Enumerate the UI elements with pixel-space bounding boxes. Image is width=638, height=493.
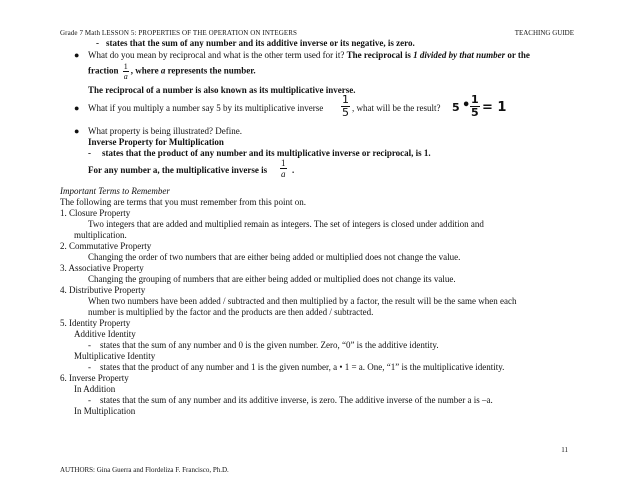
equation-result: = 1: [482, 100, 507, 115]
additive-identity-definition: states that the sum of any number and 0 is the given number. Zero, “0” is the additive identity.: [100, 340, 439, 350]
distributive-line-2: number is multiplied by the factor and the products are then added / subtracted.: [88, 307, 374, 317]
multiply-dot-icon: •: [462, 98, 471, 113]
equation-fraction: $\frac{1}{5}$: [471, 93, 479, 119]
reciprocal-aka: The reciprocal of a number is also known as its multiplicative inverse.: [88, 85, 356, 95]
multiplicative-identity-title: Multiplicative Identity: [74, 351, 156, 361]
commutative-definition: Changing the order of two numbers that are either being added or multiplied does not change the value.: [88, 252, 461, 262]
equation-five: 5: [452, 101, 460, 114]
inverse-title: 6. Inverse Property: [60, 373, 129, 383]
identity-title: 5. Identity Property: [60, 318, 131, 328]
question-property: What property is being illustrated? Define.: [88, 126, 242, 136]
terms-title: Important Terms to Remember: [60, 186, 170, 196]
multiplicative-inverse-statement: For any number a, the multiplicative inverse is: [88, 165, 268, 175]
dash-marker: -: [88, 148, 91, 158]
in-multiplication-title: In Multiplication: [74, 406, 136, 416]
distributive-title: 4. Distributive Property: [60, 285, 146, 295]
dash-marker: -: [88, 395, 91, 405]
fraction-one-over-a: $\frac{1}{a}$: [281, 158, 286, 179]
fraction-one-fifth: $\frac{1}{5}$: [342, 93, 349, 119]
terms-intro: The following are terms that you must remember from this point on.: [60, 197, 306, 207]
associative-definition: Changing the grouping of numbers that are either being added or multiplied does not change its value.: [88, 274, 456, 284]
header-title: Grade 7 Math LESSON 5: PROPERTIES OF THE OPERATION ON INTEGERS: [60, 29, 298, 37]
distributive-line-1: When two numbers have been added / subtracted and then multiplied by a factor, the result will be the same when each: [88, 296, 517, 306]
additive-inverse-line: states that the sum of any number and its additive inverse or its negative, is zero.: [106, 38, 415, 48]
closure-title: 1. Closure Property: [60, 208, 131, 218]
bullet-icon: ●: [74, 50, 80, 60]
bullet-icon: ●: [74, 126, 80, 136]
additive-identity-title: Additive Identity: [74, 329, 136, 339]
in-addition-definition: states that the sum of any number and its additive inverse, is zero. The additive inverse of the number a is –a.: [100, 395, 493, 405]
period: .: [292, 165, 295, 175]
question-reciprocal: What do you mean by reciprocal and what is the other term used for it? The reciprocal is 1 divided by that number or the: [88, 50, 530, 60]
dash-marker: -: [88, 340, 91, 350]
inverse-multiplication-answer: Inverse Property for Multiplication: [88, 137, 224, 147]
page-number: 11: [561, 446, 568, 454]
fraction-one-over-a: $\frac{1}{a}$: [123, 62, 128, 81]
question-multiply-tail: , what will be the result?: [352, 103, 441, 113]
closure-line-1: Two integers that are added and multiplied remain as integers. The set of integers is closed under addition and: [88, 219, 484, 229]
fraction-definition: fraction $\frac{1}{a}$ , where a represents the number.: [88, 62, 256, 81]
commutative-title: 2. Commutative Property: [60, 241, 152, 251]
inverse-multiplication-definition: states that the product of any number and its multiplicative inverse or reciprocal, is 1.: [102, 148, 431, 158]
header-guide-label: TEACHING GUIDE: [514, 29, 574, 37]
bullet-icon: ●: [74, 103, 80, 113]
question-multiply-five: What if you multiply a number say 5 by its multiplicative inverse: [88, 103, 324, 113]
associative-title: 3. Associative Property: [60, 263, 144, 273]
dash-marker: -: [96, 38, 99, 48]
multiplicative-identity-definition: states that the product of any number and 1 is the given number, a • 1 = a. One, “1” is the multiplicative identity.: [100, 362, 505, 372]
in-addition-title: In Addition: [74, 384, 116, 394]
dash-marker: -: [88, 362, 91, 372]
closure-line-2: multiplication.: [74, 230, 127, 240]
authors-footer: AUTHORS: Gina Guerra and Flordeliza F. Francisco, Ph.D.: [60, 466, 229, 474]
